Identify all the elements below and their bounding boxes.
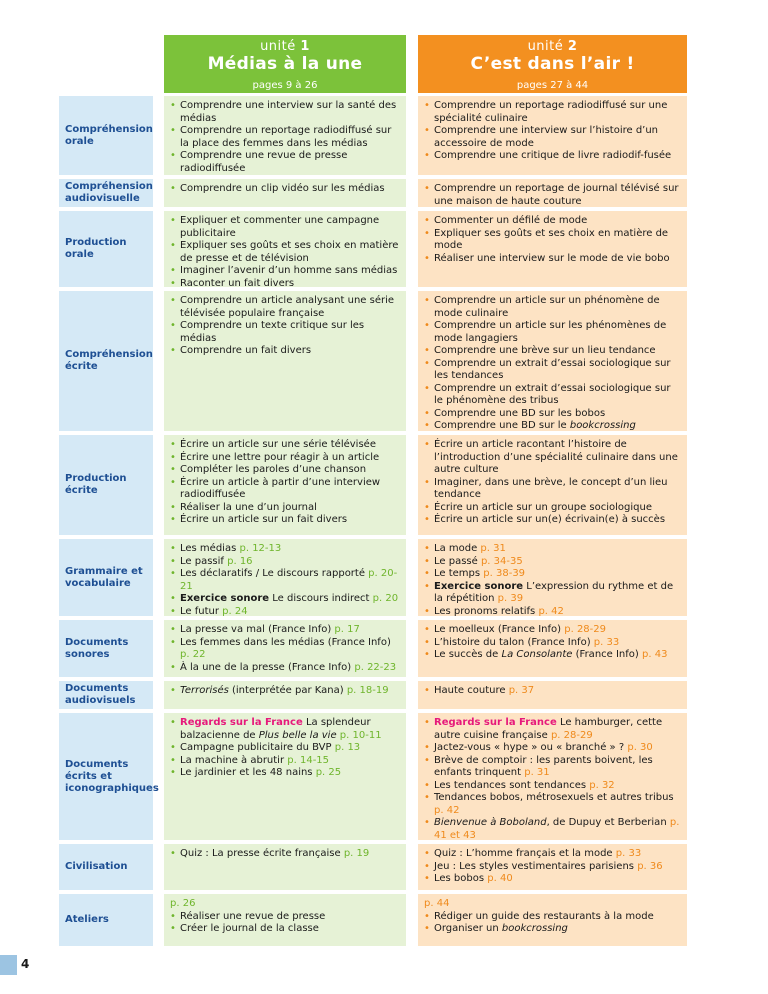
- row-label: Compréhension audiovisuelle: [59, 179, 153, 207]
- list-item: • Compléter les paroles d’une chanson: [170, 464, 400, 477]
- list-item: • Expliquer ses goûts et ses choix en matière de mode: [424, 228, 681, 253]
- row-comprehension-ecrite: [59, 291, 687, 431]
- list-item: • À la une de la presse (France Info) p. 22-23: [170, 662, 400, 675]
- list-item: • Les bobos p. 40: [424, 873, 681, 886]
- list-item: • Comprendre un reportage radiodiffusé sur une spécialité culinaire: [424, 100, 681, 125]
- page-number: 4: [21, 957, 30, 971]
- list-item: • Comprendre une revue de presse radiodiffusée: [170, 150, 400, 175]
- list-item: • Écrire un article sur un groupe sociologique: [424, 502, 681, 515]
- list-item: • Comprendre un article sur un phénomène de mode culinaire: [424, 295, 681, 320]
- list-item: • Le passif p. 16: [170, 556, 400, 569]
- row-production-orale: [59, 211, 687, 287]
- row-label: Compréhension écrite: [59, 291, 153, 431]
- unit-2-cell: [418, 291, 687, 431]
- list-item: • La presse va mal (France Info) p. 17: [170, 624, 400, 637]
- atelier-list: [424, 911, 681, 936]
- list-item: • Écrire une lettre pour réagir à un article: [170, 452, 400, 465]
- list-item: • Commenter un défilé de mode: [424, 215, 681, 228]
- row-grammaire-vocabulaire: [59, 539, 687, 616]
- list-item: • Jeu : Les styles vestimentaires parisiens p. 36: [424, 861, 681, 874]
- row-label: Production écrite: [59, 435, 153, 535]
- row-documents-audiovisuels: [59, 681, 687, 709]
- list-item: • Quiz : L’homme français et la mode p. 33: [424, 848, 681, 861]
- unit-2-cell: [418, 211, 687, 287]
- row-label: Documents sonores: [59, 620, 153, 677]
- row-label: Documents écrits et iconographiques: [59, 713, 153, 840]
- list-item: • Comprendre un reportage radiodiffusé sur la place des femmes dans les médias: [170, 125, 400, 150]
- row-label: Production orale: [59, 211, 153, 287]
- list-item: • Les tendances sont tendances p. 32: [424, 780, 681, 793]
- list-item: • Comprendre un reportage de journal télévisé sur une maison de haute couture: [424, 183, 681, 208]
- list-item: • Le moelleux (France Info) p. 28-29: [424, 624, 681, 637]
- list-item: • Comprendre un texte critique sur les médias: [170, 320, 400, 345]
- row-documents-ecrits: [59, 713, 687, 840]
- list-item: • Comprendre un clip vidéo sur les médias: [170, 183, 400, 196]
- list-item: • Imaginer, dans une brève, le concept d’un lieu tendance: [424, 477, 681, 502]
- unit-2-header: [418, 35, 687, 93]
- list-item: • La machine à abrutir p. 14-15: [170, 755, 400, 768]
- list-item: • Terrorisés (interprétée par Kana) p. 18-19: [170, 685, 400, 698]
- list-item: • Exercice sonore Le discours indirect p. 20: [170, 593, 400, 606]
- row-label: Compréhension orale: [59, 96, 153, 175]
- row-production-ecrite: [59, 435, 687, 535]
- list-item: • Organiser un bookcrossing: [424, 923, 681, 936]
- unit-2-label: unité 2: [527, 39, 578, 54]
- atelier-page-ref: p. 44: [424, 898, 450, 909]
- unit-1-cell: [164, 96, 406, 175]
- list-item: • Rédiger un guide des restaurants à la mode: [424, 911, 681, 924]
- list-item: • Haute couture p. 37: [424, 685, 681, 698]
- row-label: Civilisation: [59, 844, 153, 890]
- unit-1-cell: [164, 844, 406, 890]
- list-item: • Raconter un fait divers: [170, 278, 400, 291]
- list-item: • Le passé p. 34-35: [424, 556, 681, 569]
- unit-1-cell: [164, 291, 406, 431]
- unit-2-cell: [418, 96, 687, 175]
- atelier-list: [170, 911, 400, 936]
- row-documents-sonores: [59, 620, 687, 677]
- row-label: Documents audiovisuels: [59, 681, 153, 709]
- list-item: • Imaginer l’avenir d’un homme sans médias: [170, 265, 400, 278]
- list-item: • Comprendre un article sur les phénomènes de mode langagiers: [424, 320, 681, 345]
- list-item: • Brève de comptoir : les parents boivent, les enfants trinquent p. 31: [424, 755, 681, 780]
- list-item: • Réaliser une revue de presse: [170, 911, 400, 924]
- unit-1-label: unité 1: [260, 39, 310, 54]
- unit-2-cell: [418, 894, 687, 946]
- unit-2-cell: [418, 179, 687, 207]
- list-item: • Écrire un article sur un(e) écrivain(e) à succès: [424, 514, 681, 527]
- page-number-tab: [0, 955, 17, 975]
- list-item: • Expliquer et commenter une campagne publicitaire: [170, 215, 400, 240]
- unit-2-cell: [418, 539, 687, 616]
- list-item: • Les femmes dans les médias (France Info) p. 22: [170, 637, 400, 662]
- unit-1-header: [164, 35, 406, 93]
- list-item: • Comprendre une critique de livre radiodif-fusée: [424, 150, 681, 163]
- list-item: • Comprendre un fait divers: [170, 345, 400, 358]
- list-item: • Écrire un article sur un fait divers: [170, 514, 400, 527]
- list-item: • Jactez-vous « hype » ou « branché » ? p. 30: [424, 742, 681, 755]
- list-item: • Expliquer ses goûts et ses choix en matière de presse et de télévision: [170, 240, 400, 265]
- unit-1-cell: [164, 435, 406, 535]
- unit-2-cell: [418, 844, 687, 890]
- list-item: • Réaliser la une d’un journal: [170, 502, 400, 515]
- list-item: • Comprendre un extrait d’essai sociologique sur les tendances: [424, 358, 681, 383]
- list-item: • Tendances bobos, métrosexuels et autres tribus p. 42: [424, 792, 681, 817]
- list-item: • Les pronoms relatifs p. 42: [424, 606, 681, 619]
- unit-1-cell: [164, 620, 406, 677]
- list-item: • Créer le journal de la classe: [170, 923, 400, 936]
- list-item: • Regards sur la France Le hamburger, cette autre cuisine française p. 28-29: [424, 717, 681, 742]
- unit-1-cell: [164, 539, 406, 616]
- list-item: • Le succès de La Consolante (France Info) p. 43: [424, 649, 681, 662]
- list-item: • Réaliser une interview sur le mode de vie bobo: [424, 253, 681, 266]
- unit-2-pages: pages 27 à 44: [516, 80, 589, 91]
- list-item: • La mode p. 31: [424, 543, 681, 556]
- row-ateliers: [59, 894, 687, 946]
- list-item: • Le temps p. 38-39: [424, 568, 681, 581]
- list-item: • Comprendre une BD sur les bobos: [424, 408, 681, 421]
- list-item: • Les médias p. 12-13: [170, 543, 400, 556]
- list-item: • Comprendre un extrait d’essai sociologique sur le phénomène des tribus: [424, 383, 681, 408]
- list-item: • L’histoire du talon (France Info) p. 33: [424, 637, 681, 650]
- list-item: • Quiz : La presse écrite française p. 19: [170, 848, 400, 861]
- unit-1-cell: [164, 713, 406, 840]
- list-item: • Comprendre une interview sur la santé des médias: [170, 100, 400, 125]
- list-item: • Le futur p. 24: [170, 606, 400, 619]
- list-item: • Exercice sonore L’expression du rythme et de la répétition p. 39: [424, 581, 681, 606]
- list-item: • Campagne publicitaire du BVP p. 13: [170, 742, 400, 755]
- unit-1-cell: [164, 894, 406, 946]
- list-item: • Écrire un article sur une série télévisée: [170, 439, 400, 452]
- row-comprehension-orale: [59, 96, 687, 175]
- row-comprehension-audiovisuelle: [59, 179, 687, 207]
- row-civilisation: [59, 844, 687, 890]
- unit-2-cell: [418, 620, 687, 677]
- unit-2-cell: [418, 435, 687, 535]
- unit-2-cell: [418, 713, 687, 840]
- list-item: • Bienvenue à Boboland, de Dupuy et Berberian p. 41 et 43: [424, 817, 681, 842]
- list-item: • Écrire un article racontant l’histoire de l’introduction d’une spécialité culinaire dans une autre culture: [424, 439, 681, 477]
- list-item: • Le jardinier et les 48 nains p. 25: [170, 767, 400, 780]
- atelier-page-ref: p. 26: [170, 898, 196, 909]
- unit-2-cell: [418, 681, 687, 709]
- list-item: • Comprendre une brève sur un lieu tendance: [424, 345, 681, 358]
- list-item: • Comprendre une BD sur le bookcrossing: [424, 420, 681, 433]
- unit-1-cell: [164, 211, 406, 287]
- row-label: Ateliers: [59, 894, 153, 946]
- unit-1-cell: [164, 681, 406, 709]
- unit-1-title: Médias à la une: [207, 54, 363, 74]
- list-item: • Comprendre une interview sur l’histoire d’un accessoire de mode: [424, 125, 681, 150]
- unit-1-pages: pages 9 à 26: [252, 80, 318, 91]
- unit-1-cell: [164, 179, 406, 207]
- unit-2-title: C’est dans l’air !: [470, 54, 635, 74]
- list-item: • Comprendre un article analysant une série télévisée populaire française: [170, 295, 400, 320]
- list-item: • Écrire un article à partir d’une interview radiodiffusée: [170, 477, 400, 502]
- row-label: Grammaire et vocabulaire: [59, 539, 153, 616]
- list-item: • Les déclaratifs / Le discours rapporté p. 20-21: [170, 568, 400, 593]
- list-item: • Regards sur la France La splendeur balzacienne de Plus belle la vie p. 10-11: [170, 717, 400, 742]
